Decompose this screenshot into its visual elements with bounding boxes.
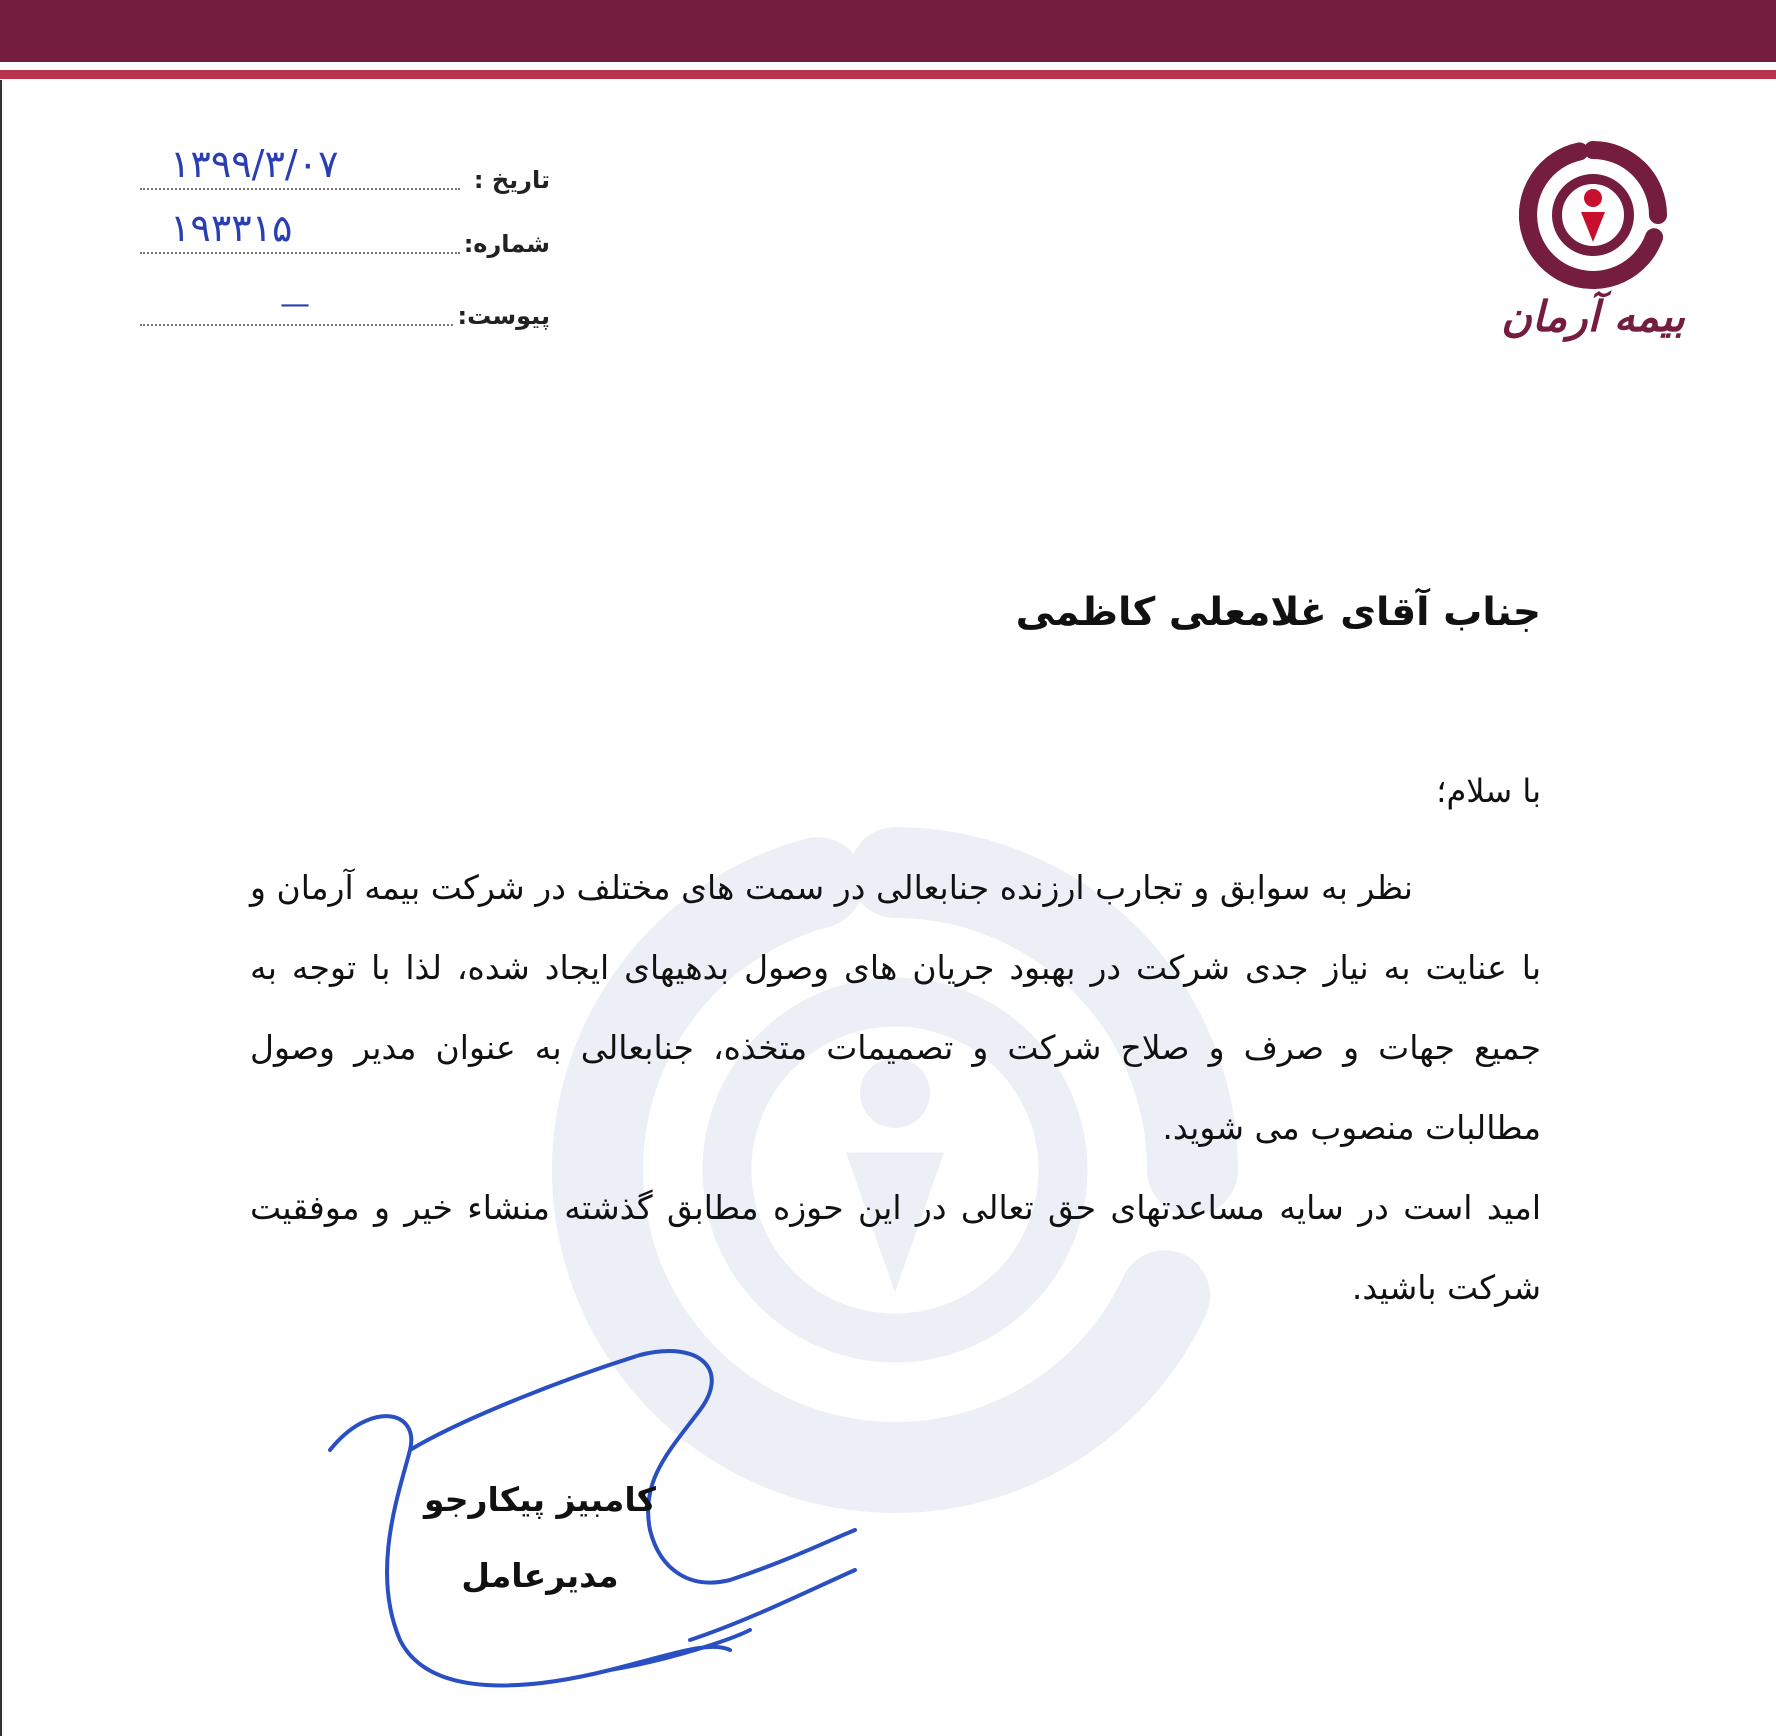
letter-body [250, 848, 1541, 1328]
page-edge [0, 80, 2, 1736]
attachment-dotted-line [140, 322, 460, 326]
date-dotted-line [140, 186, 460, 190]
attachment-label: پیوست: [454, 302, 550, 330]
greeting: با سلام؛ [1436, 772, 1541, 810]
date-value: ۱۳۹۹/۳/۰۷ [170, 142, 339, 186]
number-row [140, 206, 550, 264]
number-label: شماره: [460, 230, 550, 258]
body-paragraph-2: امید است در سایه مساعدتهای حق تعالی در این حوزه مطابق گذشته منشاء خیر و موفقیت شرکت باشید. [250, 1188, 1541, 1307]
addressee: جناب آقای غلامعلی کاظمی [1015, 590, 1541, 635]
attachment-row [140, 286, 550, 336]
date-row [140, 142, 550, 200]
number-value: ۱۹۳۳۱۵ [170, 206, 293, 250]
attachment-value: — [280, 287, 313, 322]
logo-wordmark: بیمه آرمان [1501, 292, 1685, 341]
body-paragraph-1: نظر به سوابق و تجارب ارزنده جنابعالی در سمت های مختلف در شرکت بیمه آرمان و با عنایت به نیاز جدی شرکت در بهبود جریان های وصول بدهیهای ایجاد شده، لذا با توجه به جمیع جهات و صرف و صلاح شرکت و تصمیمات متخذه، جنابعالی به عنوان مدیر وصول مطالبات منصوب می شوید. [250, 868, 1541, 1147]
header-accent-line [0, 70, 1776, 79]
signer-title: مدیرعامل [461, 1556, 619, 1595]
signer-name: کامبیز پیکارجو [424, 1480, 656, 1519]
signature-scribble-icon [310, 1340, 870, 1720]
number-dotted-line [140, 250, 460, 254]
date-label: تاریخ : [470, 166, 550, 194]
header-band [0, 0, 1776, 62]
